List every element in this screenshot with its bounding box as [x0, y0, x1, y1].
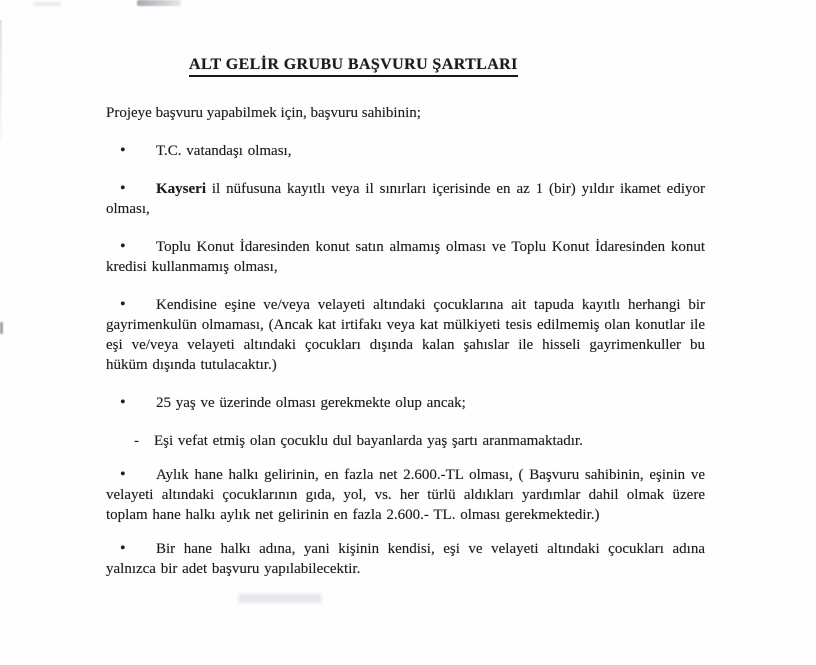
bullet-icon: •	[120, 394, 126, 411]
scan-artifact	[238, 594, 322, 603]
bullet-item	[106, 295, 705, 375]
bullet-icon: •	[120, 540, 126, 557]
dash-icon: -	[134, 433, 139, 449]
bullet-item	[106, 393, 705, 413]
item-text: Kendisine eşine ve/veya velayeti altındaki çocuklarına ait tapuda kayıtlı herhangi bir gayrimenkulün olmaması, (Ancak kat irtifakı veya kat mülkiyeti tesis edilmemiş olan konutlar ile eşi ve/veya velayeti altındaki çocukları dışında kalan şahıslar ile hisseli gayrimenkuller bu hüküm dışında tutulacaktır.)	[106, 297, 705, 373]
bullet-item	[106, 539, 705, 579]
item-text: Kayseri il nüfusuna kayıtlı veya il sınırları içerisinde en az 1 (bir) yıldır ikamet ediyor olması,	[106, 181, 705, 217]
item-text: Eşi vefat etmiş olan çocuklu dul bayanlarda yaş şartı aranmamaktadır.	[154, 433, 583, 449]
bullet-icon: •	[120, 296, 126, 313]
bullet-item	[106, 179, 705, 219]
requirements-list	[106, 141, 705, 579]
bullet-item	[106, 141, 705, 161]
bullet-icon: •	[120, 180, 126, 197]
item-text: Aylık hane halkı gelirinin, en fazla net 2.600.-TL olması, ( Başvuru sahibinin, eşinin ve velayeti altındaki çocuklarının gıda, yol, vs. her türlü aldıkları yardımlar dahil olmak üzere toplam hane halkı aylık net gelirinin en fazla 2.600.- TL. olması gerekmektedir.)	[106, 467, 705, 523]
bullet-icon: •	[120, 238, 126, 255]
item-text: T.C. vatandaşı olması,	[156, 143, 292, 159]
intro-paragraph: Projeye başvuru yapabilmek için, başvuru sahibinin;	[106, 105, 421, 121]
sub-dash-item	[106, 431, 705, 451]
scan-artifact	[137, 0, 181, 6]
bullet-item	[106, 465, 705, 525]
item-text: 25 yaş ve üzerinde olması gerekmekte olup ancak;	[156, 395, 466, 411]
item-text: Toplu Konut İdaresinden konut satın almamış olması ve Toplu Konut İdaresinden konut kredisi kullanmamış olması,	[106, 239, 705, 275]
bullet-item	[106, 237, 705, 277]
page-title: ALT GELİR GRUBU BAŞVURU ŞARTLARI	[189, 56, 518, 77]
scan-artifact	[0, 322, 3, 334]
scan-artifact	[33, 2, 61, 6]
bullet-icon: •	[120, 142, 126, 159]
item-text: Bir hane halkı adına, yani kişinin kendisi, eşi ve velayeti altındaki çocukları adına yalnızca bir adet başvuru yapılabilecektir.	[106, 541, 705, 577]
scan-artifact	[0, 20, 2, 140]
bullet-icon: •	[120, 466, 126, 483]
